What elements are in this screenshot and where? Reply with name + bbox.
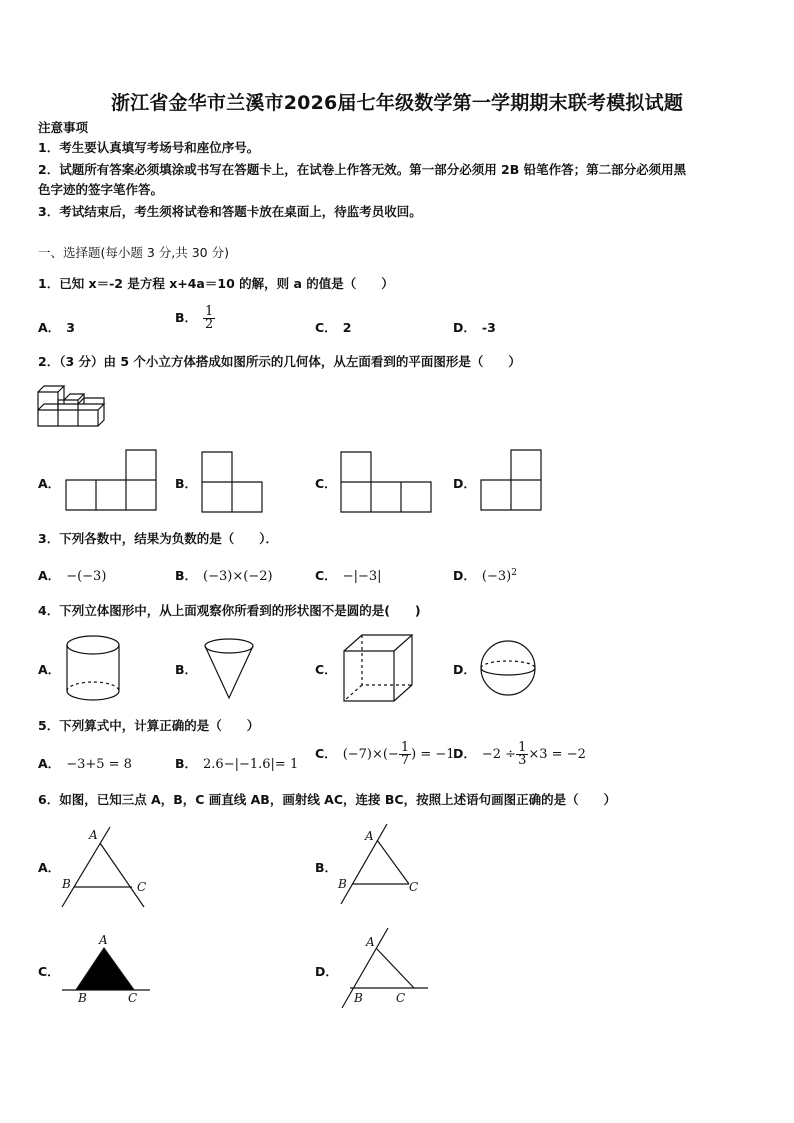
- cube-figure: [342, 633, 414, 705]
- question-5-stem: 5．下列算式中，计算正确的是（ ）: [38, 718, 260, 733]
- question-2-stem: 2．（3 分）由 5 个小立方体搭成如图所示的几何体，从左面看到的平面图形是（ ）: [38, 354, 521, 369]
- q1-option-d: D． -3: [453, 320, 496, 335]
- notice-heading: 注意事项: [38, 120, 89, 135]
- point-c-label: C: [137, 880, 147, 894]
- point-a-label: A: [89, 828, 98, 842]
- cube-stack-figure: [38, 384, 108, 428]
- q4-option-a-label: A．: [38, 662, 61, 677]
- notice-item: 1．考生要认真填写考场号和座位序号。: [38, 140, 260, 155]
- q3-option-d: D． $(-3)^2$: [453, 567, 517, 584]
- notice-item: 3．考试结束后，考生须将试卷和答题卡放在桌面上，待监考员收回。: [38, 204, 422, 219]
- q2-option-d-label: D．: [453, 476, 476, 491]
- fraction: $\frac{1}{7}$: [400, 740, 410, 768]
- point-c-label: C: [128, 991, 138, 1005]
- q2-figure-b: [202, 452, 262, 512]
- q4-option-c-label: C．: [315, 662, 337, 677]
- q1-option-a: A． 3: [38, 320, 75, 335]
- fraction: $\frac{1}{3}$: [518, 740, 527, 768]
- point-b-label: B: [62, 877, 71, 891]
- q4-option-d-label: D．: [453, 662, 476, 677]
- q6-option-a-label: A．: [38, 860, 61, 875]
- cone-figure: [202, 638, 256, 700]
- q2-figure-a: [66, 450, 156, 510]
- q6-option-d-label: D．: [315, 964, 338, 979]
- q3-option-b: B． (−3)×(−2): [175, 568, 273, 584]
- q3-option-c: C． −|−3|: [315, 568, 382, 584]
- point-a-label: A: [99, 933, 108, 947]
- question-3-stem: 3．下列各数中，结果为负数的是（ ）．: [38, 531, 278, 546]
- sphere-figure: [480, 640, 536, 696]
- q5-option-a: A． −3+5 = 8: [38, 756, 132, 772]
- q6-option-c-label: C．: [38, 964, 60, 979]
- section-heading: 一、选择题(每小题 3 分,共 30 分): [38, 245, 229, 260]
- q2-option-c-label: C．: [315, 476, 337, 491]
- point-a-label: A: [366, 935, 375, 949]
- point-c-label: C: [409, 880, 419, 894]
- q1-option-b: B． $\frac{1}{2}$: [175, 304, 214, 332]
- q5-option-d: D． −2 ÷ $\frac{1}{3}$ ×3 = −2: [453, 740, 586, 768]
- q4-option-b-label: B．: [175, 662, 198, 677]
- cylinder-figure: [66, 635, 122, 701]
- q2-figure-c: [341, 452, 431, 512]
- point-a-label: A: [365, 829, 374, 843]
- q5-option-c: C． (−7)×(− $\frac{1}{7}$ ) = −1: [315, 740, 455, 768]
- notice-item: 2．试题所有答案必须填涂或书写在答题卡上，在试卷上作答无效。第一部分必须用 2B 铅笔作答；第二部分必须用黑: [38, 162, 687, 177]
- page-title: 浙江省金华市兰溪市2026届七年级数学第一学期期末联考模拟试题: [110, 92, 684, 114]
- q6-figure-b: [337, 822, 427, 907]
- point-b-label: B: [78, 991, 87, 1005]
- q6-figure-d: [338, 926, 430, 1010]
- point-c-label: C: [396, 991, 406, 1005]
- q1-option-c: C． 2: [315, 320, 352, 335]
- fraction: $\frac{1}{2}$: [205, 304, 214, 332]
- q6-figure-a: [58, 825, 148, 910]
- point-b-label: B: [354, 991, 363, 1005]
- q6-option-b-label: B．: [315, 860, 338, 875]
- q6-figure-c: [62, 932, 154, 1004]
- notice-item: 色字迹的签字笔作答。: [38, 182, 164, 197]
- question-1-stem: 1．已知 x＝-2 是方程 x+4a＝10 的解，则 a 的值是（ ）: [38, 276, 394, 291]
- question-4-stem: 4．下列立体图形中，从上面观察你所看到的形状图不是圆的是( ): [38, 603, 421, 618]
- q3-option-a: A． −(−3): [38, 568, 107, 584]
- q5-option-b: B． 2.6−|−1.6|= 1: [175, 756, 299, 772]
- question-6-stem: 6．如图，已知三点 A，B，C 画直线 AB，画射线 AC，连接 BC，按照上述语句画图正确的是（ ）: [38, 792, 617, 807]
- q2-option-a-label: A．: [38, 476, 61, 491]
- q2-figure-d: [481, 450, 541, 510]
- q2-option-b-label: B．: [175, 476, 198, 491]
- point-b-label: B: [338, 877, 347, 891]
